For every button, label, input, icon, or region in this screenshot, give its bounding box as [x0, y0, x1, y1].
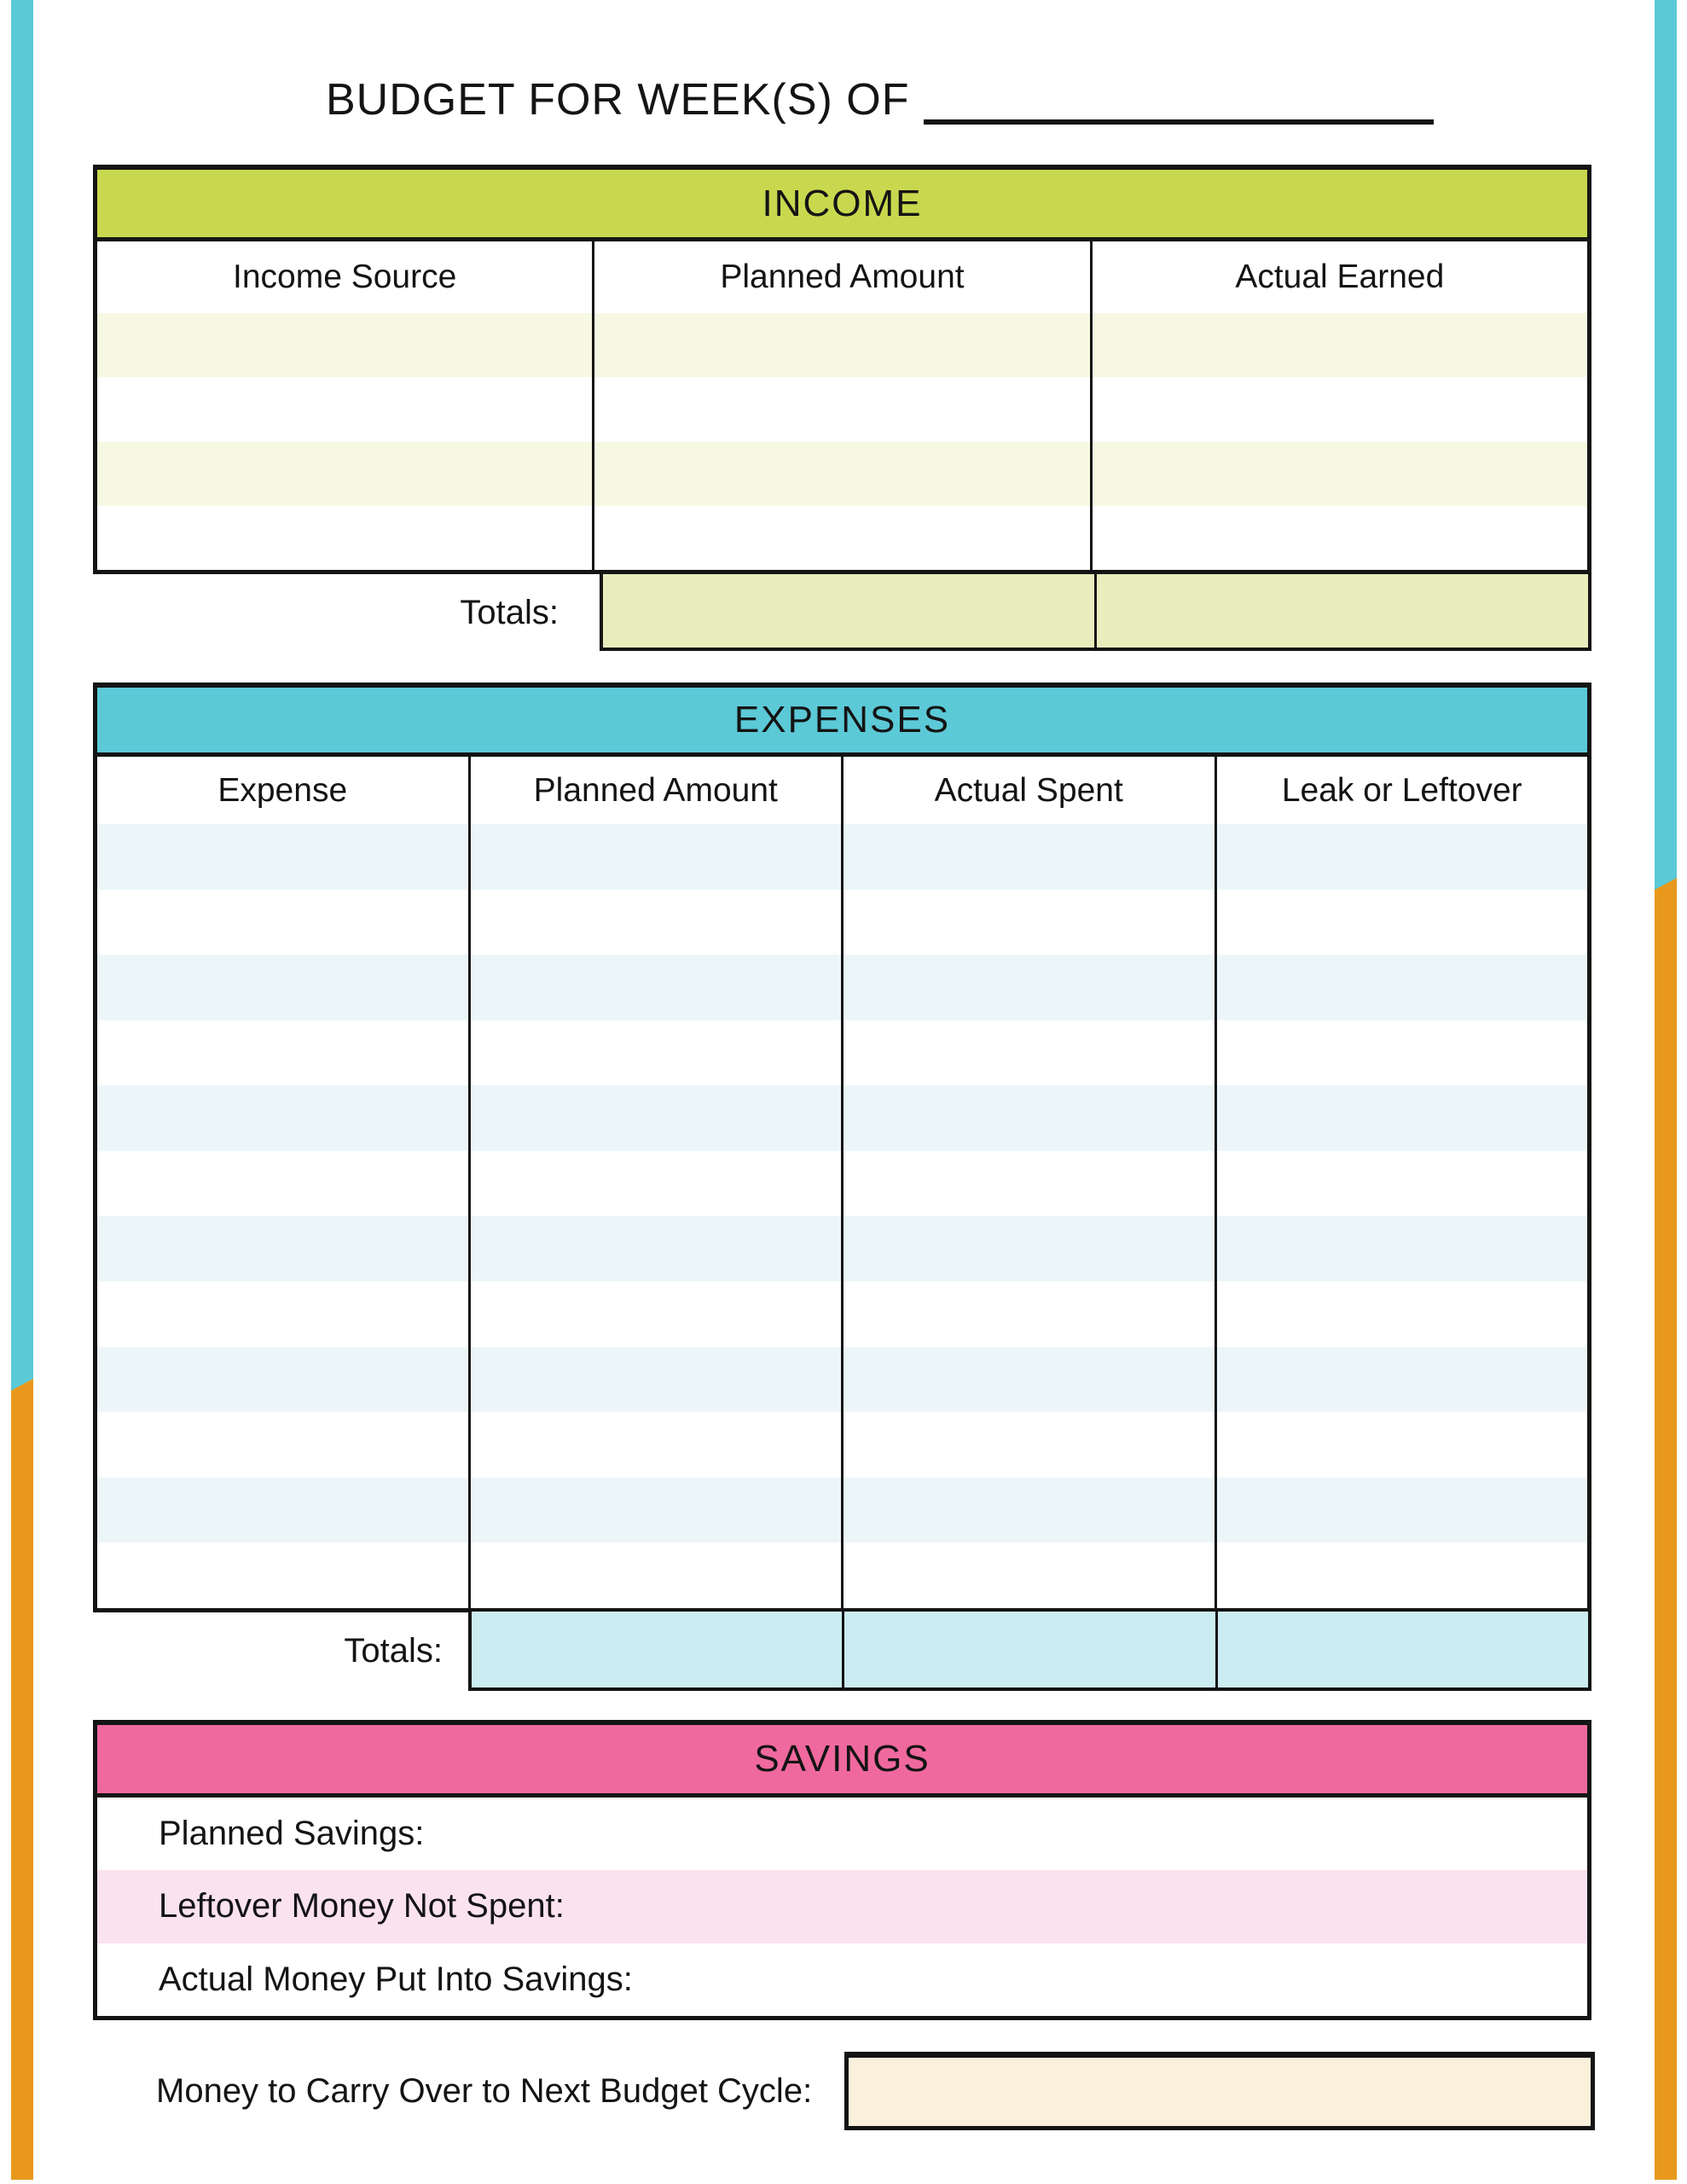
- expenses-total-actual-cell[interactable]: [842, 1612, 1215, 1687]
- expenses-row: [97, 1085, 1587, 1151]
- expenses-row: [97, 1347, 1587, 1413]
- savings-table: [93, 1720, 1591, 2020]
- income-blank-cell[interactable]: [592, 377, 1089, 441]
- income-row: [97, 377, 1587, 441]
- expenses-row: [97, 890, 1587, 956]
- expenses-table: [93, 682, 1591, 1612]
- page-title-text: BUDGET FOR WEEK(S) OF: [326, 74, 910, 125]
- expenses-blank-cell[interactable]: [97, 1281, 468, 1347]
- carry-over-input-box[interactable]: [844, 2052, 1595, 2130]
- expenses-blank-cell[interactable]: [468, 1085, 842, 1151]
- savings-label-actual: Actual Money Put Into Savings:: [159, 1960, 633, 1998]
- income-col-header-income-source: Income Source: [233, 258, 457, 295]
- income-total-planned-cell[interactable]: [603, 574, 1094, 648]
- expenses-section-header-label: EXPENSES: [733, 699, 951, 741]
- expenses-row: [97, 1281, 1587, 1347]
- expenses-blank-cell[interactable]: [97, 1020, 468, 1086]
- income-col-header-actual-earned: Actual Earned: [1090, 241, 1587, 313]
- right-stripe-teal-segment: [1655, 0, 1677, 890]
- expenses-blank-cell[interactable]: [468, 824, 842, 890]
- savings-row-planned: [97, 1798, 1587, 1870]
- savings-row-leftover: [97, 1870, 1587, 1943]
- expenses-column-headers: [97, 757, 1587, 824]
- expenses-blank-cell[interactable]: [841, 1085, 1215, 1151]
- expenses-blank-cell[interactable]: [841, 1020, 1215, 1086]
- carry-over-row: [93, 2052, 1595, 2130]
- income-table: [93, 165, 1591, 574]
- expenses-blank-cell[interactable]: [1215, 824, 1588, 890]
- expenses-col-header-leak-or-leftover: Leak or Leftover: [1215, 757, 1588, 824]
- income-section-header: [97, 170, 1587, 241]
- income-blank-cell[interactable]: [1090, 506, 1587, 570]
- expenses-row: [97, 1216, 1587, 1281]
- expenses-blank-cell[interactable]: [468, 1151, 842, 1217]
- expenses-blank-cell[interactable]: [1215, 1151, 1588, 1217]
- income-section-header-label: INCOME: [762, 182, 923, 224]
- page-title: [326, 72, 1434, 125]
- expenses-total-planned-cell[interactable]: [472, 1612, 842, 1687]
- expenses-blank-cell[interactable]: [468, 1542, 842, 1608]
- expenses-blank-cell[interactable]: [97, 890, 468, 956]
- income-blank-cell[interactable]: [592, 313, 1089, 377]
- income-blank-cell[interactable]: [97, 377, 592, 441]
- expenses-blank-cell[interactable]: [841, 1216, 1215, 1281]
- expenses-blank-cell[interactable]: [841, 824, 1215, 890]
- income-row: [97, 442, 1587, 506]
- expenses-blank-cell[interactable]: [468, 1020, 842, 1086]
- expenses-blank-cell[interactable]: [1215, 955, 1588, 1020]
- savings-value-planned[interactable]: [424, 1798, 1587, 1870]
- expenses-blank-cell[interactable]: [468, 1347, 842, 1413]
- income-blank-cell[interactable]: [97, 313, 592, 377]
- expenses-blank-cell[interactable]: [841, 890, 1215, 956]
- expenses-blank-cell[interactable]: [841, 1281, 1215, 1347]
- expenses-blank-cell[interactable]: [468, 890, 842, 956]
- expenses-blank-cell[interactable]: [97, 1542, 468, 1608]
- income-blank-cell[interactable]: [1090, 377, 1587, 441]
- expenses-blank-cell[interactable]: [468, 1478, 842, 1543]
- expenses-row: [97, 824, 1587, 890]
- expenses-blank-cell[interactable]: [1215, 1478, 1588, 1543]
- right-accent-stripe: [1655, 0, 1677, 2180]
- savings-label-planned: Planned Savings:: [159, 1815, 425, 1853]
- expenses-blank-cell[interactable]: [97, 1347, 468, 1413]
- savings-row-actual: [97, 1943, 1587, 2016]
- income-blank-cell[interactable]: [592, 506, 1089, 570]
- expenses-row: [97, 1020, 1587, 1086]
- income-row: [97, 313, 1587, 377]
- expenses-blank-cell[interactable]: [841, 955, 1215, 1020]
- left-accent-stripe: [11, 0, 33, 2180]
- expenses-row: [97, 955, 1587, 1020]
- expenses-blank-cell[interactable]: [97, 1216, 468, 1281]
- expenses-totals-label: Totals:: [344, 1632, 443, 1670]
- carry-over-label: Money to Carry Over to Next Budget Cycle:: [156, 2071, 813, 2110]
- expenses-blank-cell[interactable]: [468, 1412, 842, 1478]
- title-fill-in-line[interactable]: [924, 72, 1434, 125]
- expenses-blank-cell[interactable]: [841, 1412, 1215, 1478]
- savings-section-header-label: SAVINGS: [754, 1738, 930, 1780]
- expenses-blank-cell[interactable]: [1215, 1020, 1588, 1086]
- expenses-section-header: [97, 688, 1587, 757]
- income-blank-cell[interactable]: [1090, 313, 1587, 377]
- expenses-totals-cells: [468, 1612, 1591, 1691]
- savings-value-actual[interactable]: [633, 1943, 1587, 2016]
- income-blank-cell[interactable]: [592, 442, 1089, 506]
- expenses-totals-row: [93, 1612, 1591, 1691]
- expenses-blank-cell[interactable]: [1215, 1216, 1588, 1281]
- expenses-row: [97, 1151, 1587, 1217]
- expenses-total-leak-cell[interactable]: [1215, 1612, 1588, 1687]
- expenses-col-header-actual-spent: Actual Spent: [841, 757, 1215, 824]
- expenses-blank-cell[interactable]: [1215, 1085, 1588, 1151]
- expenses-blank-cell[interactable]: [1215, 1412, 1588, 1478]
- expenses-blank-cell[interactable]: [97, 824, 468, 890]
- expenses-blank-cell[interactable]: [1215, 1347, 1588, 1413]
- expenses-blank-cell[interactable]: [468, 1281, 842, 1347]
- income-blank-cell[interactable]: [1090, 442, 1587, 506]
- expenses-row: [97, 1412, 1587, 1478]
- income-rows: [97, 313, 1587, 570]
- expenses-blank-cell[interactable]: [97, 1151, 468, 1217]
- income-totals-label: Totals:: [460, 593, 559, 631]
- expenses-row: [97, 1542, 1587, 1608]
- income-row: [97, 506, 1587, 570]
- expenses-col-header-expense: Expense: [217, 771, 348, 809]
- savings-value-leftover[interactable]: [565, 1870, 1587, 1943]
- expenses-blank-cell[interactable]: [468, 955, 842, 1020]
- income-blank-cell[interactable]: [97, 506, 592, 570]
- income-column-headers: [97, 241, 1587, 313]
- expenses-rows: [97, 824, 1587, 1608]
- left-stripe-teal-segment: [11, 0, 33, 1391]
- expenses-blank-cell[interactable]: [1215, 890, 1588, 956]
- savings-label-leftover: Leftover Money Not Spent:: [159, 1887, 565, 1926]
- income-totals-cells: [600, 574, 1591, 651]
- income-col-header-planned-amount: Planned Amount: [592, 241, 1089, 313]
- savings-section-header: [97, 1725, 1587, 1798]
- expenses-blank-cell[interactable]: [841, 1151, 1215, 1217]
- income-total-actual-cell[interactable]: [1094, 574, 1588, 648]
- income-blank-cell[interactable]: [97, 442, 592, 506]
- expenses-blank-cell[interactable]: [97, 1478, 468, 1543]
- expenses-blank-cell[interactable]: [468, 1216, 842, 1281]
- expenses-blank-cell[interactable]: [841, 1542, 1215, 1608]
- expenses-blank-cell[interactable]: [1215, 1281, 1588, 1347]
- expenses-blank-cell[interactable]: [1215, 1542, 1588, 1608]
- expenses-blank-cell[interactable]: [841, 1478, 1215, 1543]
- expenses-blank-cell[interactable]: [841, 1347, 1215, 1413]
- expenses-blank-cell[interactable]: [97, 1412, 468, 1478]
- expenses-blank-cell[interactable]: [97, 955, 468, 1020]
- expenses-blank-cell[interactable]: [97, 1085, 468, 1151]
- income-totals-row: [93, 574, 1591, 651]
- expenses-row: [97, 1478, 1587, 1543]
- expenses-col-header-planned-amount: Planned Amount: [468, 757, 842, 824]
